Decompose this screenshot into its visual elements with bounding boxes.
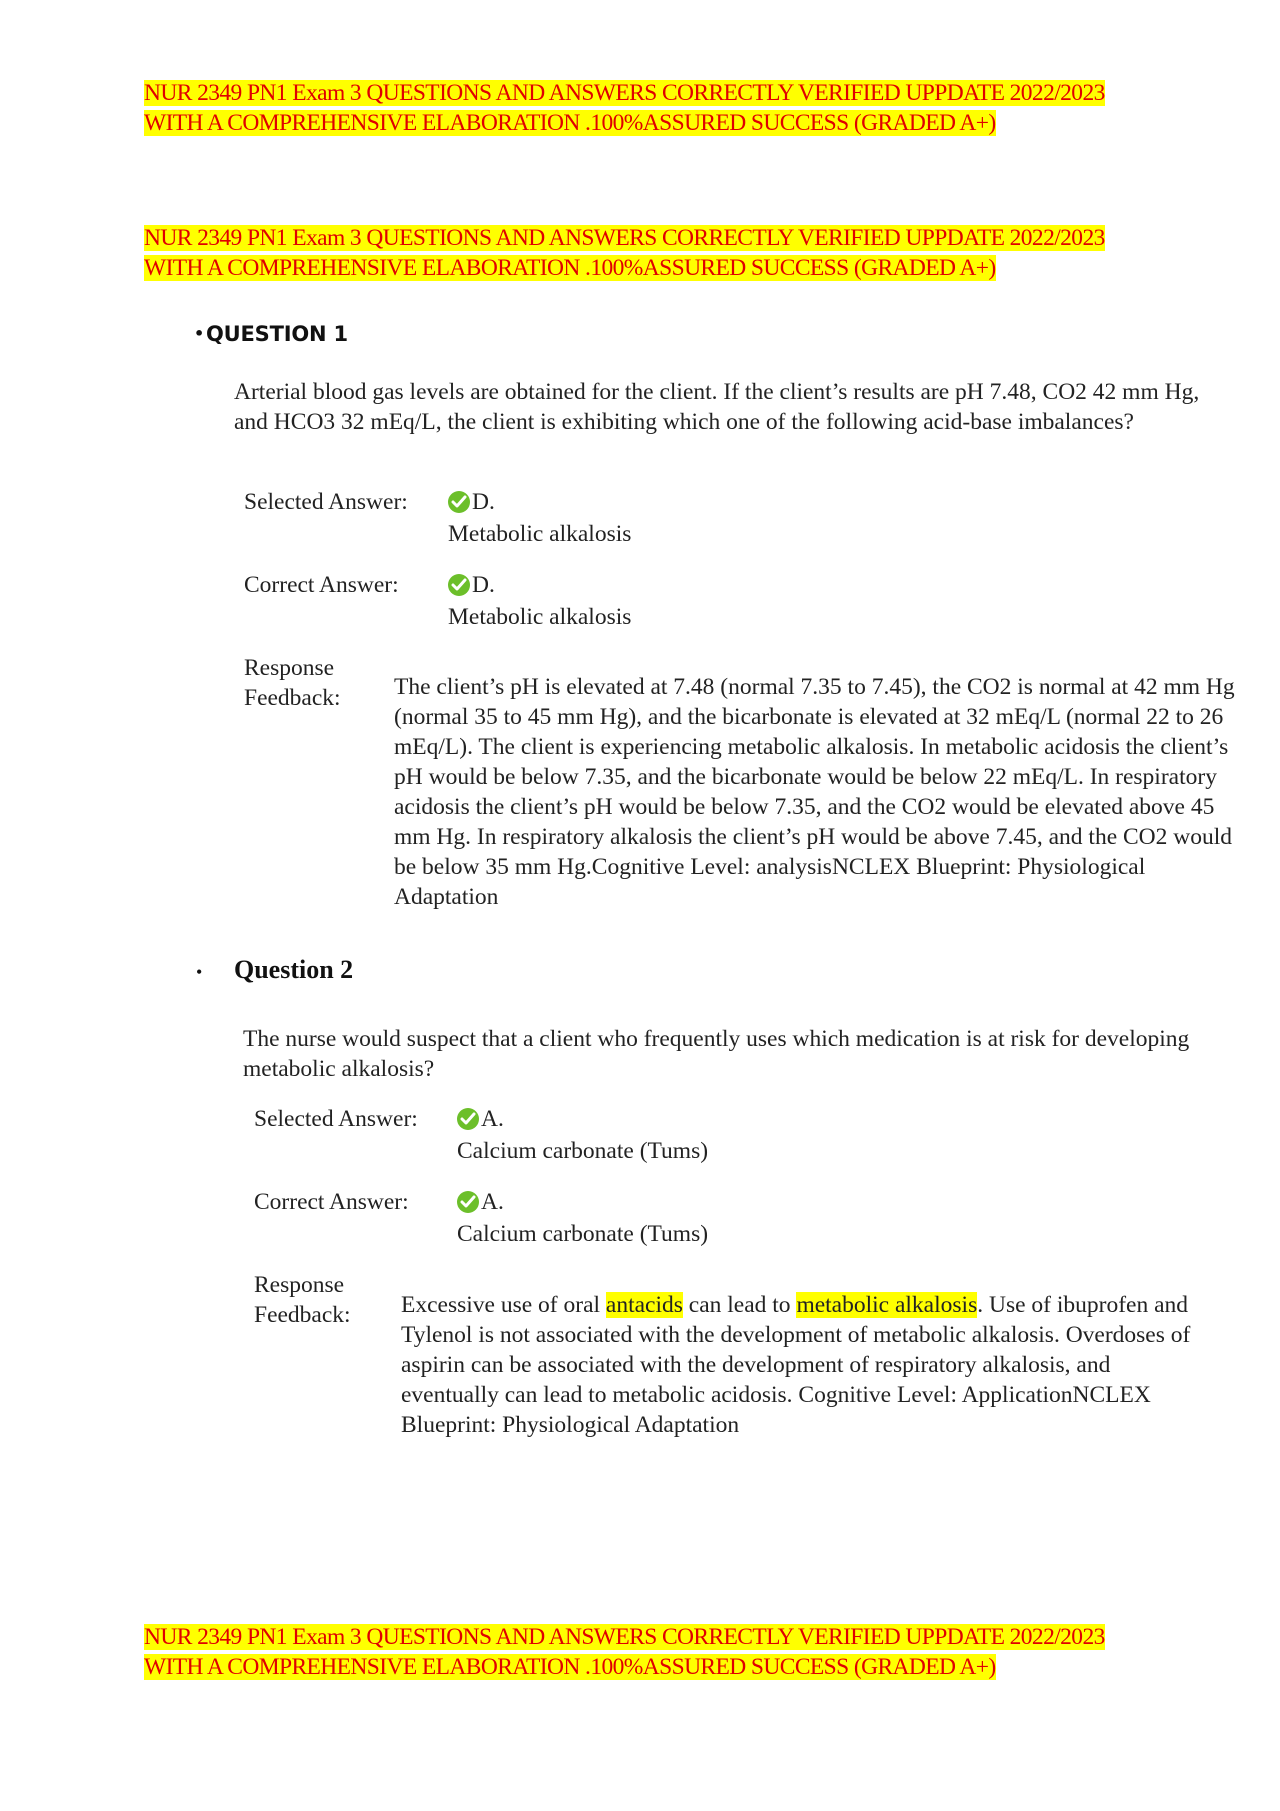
highlighted-term: metabolic alkalosis: [796, 1292, 978, 1318]
question-2-text: The nurse would suspect that a client who frequently uses which medication is at risk for developing metabolic alkalosis?: [243, 1026, 1190, 1082]
feedback-label-line-1: Response: [254, 1272, 345, 1298]
header-banner-second: [144, 223, 1194, 283]
feedback-segment: can lead to: [682, 1292, 797, 1318]
answer-letter: D.: [472, 572, 495, 598]
banner-line-1: NUR 2349 PN1 Exam 3 QUESTIONS AND ANSWERS CORRECTLY VERIFIED UPPDATE 2022/2023: [144, 1624, 1105, 1650]
banner-line-2: WITH A COMPREHENSIVE ELABORATION .100%ASSURED SUCCESS (GRADED A+): [144, 1654, 996, 1680]
response-feedback-label: [254, 1270, 351, 1330]
question-2-title: Question 2: [234, 955, 354, 984]
feedback-label-line-2: Feedback:: [254, 1302, 351, 1328]
answer-text: Metabolic alkalosis: [448, 521, 632, 547]
answer-text: Calcium carbonate (Tums): [457, 1138, 709, 1164]
feedback-label-line-2: Feedback:: [244, 685, 341, 711]
answer-letter: A.: [481, 1189, 504, 1215]
question-1-title: QUESTION 1: [206, 322, 348, 346]
feedback-segment: . Use of ibuprofen and Tylenol is not associated with the development of metabolic alkalosis. Overdoses of aspirin can be associated with the development of respiratory alkalosis, and eventually can lead to metabolic acidosis. Cognitive Level: ApplicationNCLEX Blueprint: Physiological Adaptation: [401, 1292, 1191, 1438]
response-feedback-text: [401, 1290, 1201, 1440]
bullet: •: [194, 324, 205, 343]
footer-banner: [144, 1622, 1194, 1682]
selected-answer-label: Selected Answer:: [244, 489, 408, 515]
correct-answer-label: Correct Answer:: [244, 572, 399, 598]
check-circle-icon: [457, 1108, 479, 1130]
banner-line-1: NUR 2349 PN1 Exam 3 QUESTIONS AND ANSWERS CORRECTLY VERIFIED UPPDATE 2022/2023: [144, 80, 1105, 106]
check-circle-icon: [457, 1191, 479, 1213]
correct-answer: [457, 1186, 708, 1250]
feedback-segment: Excessive use of oral: [401, 1292, 606, 1318]
selected-answer: [448, 486, 631, 550]
highlighted-term: antacids: [605, 1292, 683, 1318]
check-circle-icon: [448, 574, 470, 596]
correct-answer: [448, 569, 631, 633]
question-1-text: Arterial blood gas levels are obtained for the client. If the client’s results are pH 7.48, CO2 42 mm Hg, and HCO3 32 mEq/L, the client is exhibiting which one of the following acid-base imbalances?: [234, 379, 1200, 435]
question-1-heading: [194, 322, 348, 346]
selected-answer: [457, 1103, 708, 1167]
answer-letter: D.: [472, 489, 495, 515]
feedback-label-line-1: Response: [244, 655, 335, 681]
response-feedback-label: [244, 653, 341, 713]
response-feedback-text: The client’s pH is elevated at 7.48 (normal 7.35 to 7.45), the CO2 is normal at 42 mm Hg (normal 35 to 45 mm Hg), and the bicarbonate is elevated at 32 mEq/L (normal 22 to 26 mEq/L). The client is experiencing metabolic alkalosis. In metabolic acidosis the client’s pH would be below 7.35, and the bicarbonate would be below 22 mEq/L. In respiratory acidosis the client’s pH would be below 7.35, and the CO2 would be elevated above 45 mm Hg. In respiratory alkalosis the client’s pH would be above 7.45, and the CO2 would be below 35 mm Hg.Cognitive Level: analysisNCLEX Blueprint: Physiological Adaptation: [394, 674, 1235, 910]
bullet: •: [196, 962, 203, 982]
check-circle-icon: [448, 491, 470, 513]
selected-answer-label: Selected Answer:: [254, 1106, 418, 1132]
banner-line-1: NUR 2349 PN1 Exam 3 QUESTIONS AND ANSWERS CORRECTLY VERIFIED UPPDATE 2022/2023: [144, 225, 1105, 251]
banner-line-2: WITH A COMPREHENSIVE ELABORATION .100%ASSURED SUCCESS (GRADED A+): [144, 110, 996, 136]
header-banner-top: [144, 78, 1194, 138]
banner-line-2: WITH A COMPREHENSIVE ELABORATION .100%ASSURED SUCCESS (GRADED A+): [144, 255, 996, 281]
answer-text: Metabolic alkalosis: [448, 604, 632, 630]
answer-text: Calcium carbonate (Tums): [457, 1221, 709, 1247]
correct-answer-label: Correct Answer:: [254, 1189, 409, 1215]
answer-letter: A.: [481, 1106, 504, 1132]
